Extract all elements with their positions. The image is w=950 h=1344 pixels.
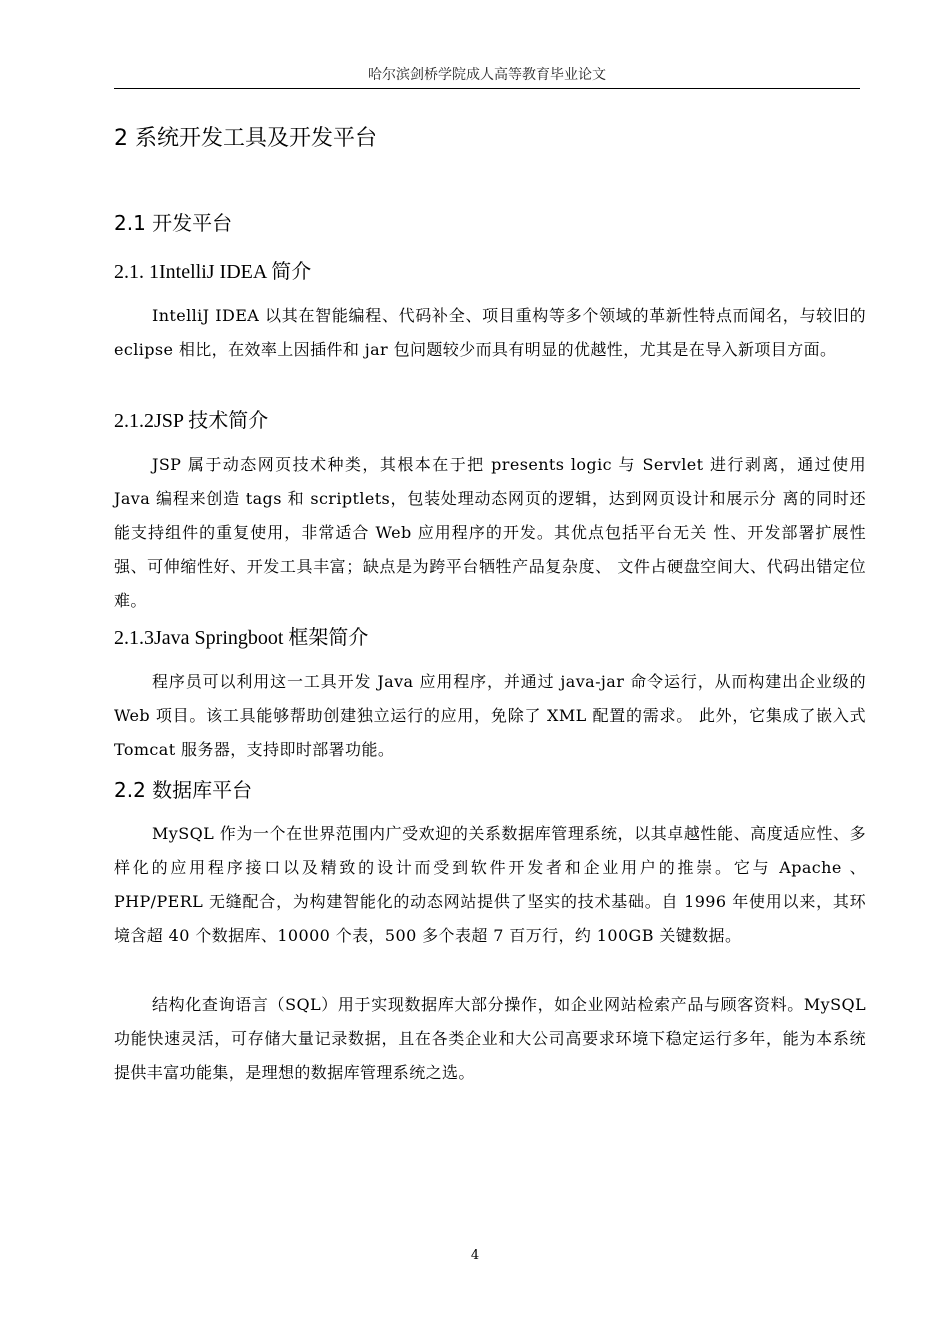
paragraph-mysql-2: 结构化查询语言（SQL）用于实现数据库大部分操作，如企业网站检索产品与顾客资料。MySQL 功能快速灵活，可存储大量记录数据，且在各类企业和大公司高要求环境下稳定运行多年，能为本系统提供丰富功能集，是理想的数据库管理系统之选。 (114, 995, 866, 1082)
chapter-title: 2 系统开发工具及开发平台 (114, 126, 377, 151)
section-heading-2-2: 2.2 数据库平台 (114, 778, 253, 802)
section-heading-2-1: 2.1 开发平台 (114, 211, 233, 235)
section-heading-2-1-1: 2.1. 1IntelliJ IDEA 简介 (114, 261, 312, 283)
paragraph-springboot: 程序员可以利用这一工具开发 Java 应用程序，并通过 java-jar 命令运行，从而构建出企业级的 Web 项目。该工具能够帮助创建独立运行的应用，免除了 XML 配置的需求。 此外，它集成了嵌入式 Tomcat 服务器，支持即时部署功能。 (114, 672, 866, 759)
paragraph-intellij: IntelliJ IDEA 以其在智能编程、代码补全、项目重构等多个领域的革新性特点而闻名，与较旧的 eclipse 相比，在效率上因插件和 jar 包问题较少而具有明显的优越性，尤其是在导入新项目方面。 (114, 306, 866, 359)
paragraph-mysql-1: MySQL 作为一个在世界范围内广受欢迎的关系数据库管理系统，以其卓越性能、高度适应性、多样化的应用程序接口以及精致的设计而受到软件开发者和企业用户的推崇。它与 Apache 、PHP/PERL 无缝配合，为构建智能化的动态网站提供了坚实的技术基础。自 1996 年使用以来，其环境含超 40 个数据库、10000 个表，500 多个表超 7 百万行，约 100GB 关键数据。 (114, 824, 866, 945)
section-heading-2-1-2: 2.1.2JSP 技术简介 (114, 410, 269, 432)
paragraph-jsp: JSP 属于动态网页技术种类，其根本在于把 presents logic 与 Servlet 进行剥离，通过使用 Java 编程来创造 tags 和 scriptlets，包装处理动态网页的逻辑，达到网页设计和展示分 离的同时还能支持组件的重复使用，非常适合 Web 应用程序的开发。其优点包括平台无关 性、开发部署扩展性强、可伸缩性好、开发工具丰富；缺点是为跨平台牺牲产品复杂度、 文件占硬盘空间大、代码出错定位难。 (114, 455, 866, 610)
header-divider (114, 88, 860, 89)
section-heading-2-1-3: 2.1.3Java Springboot 框架简介 (114, 627, 369, 649)
page-number: 4 (470, 1248, 480, 1263)
page-header: 哈尔滨剑桥学院成人高等教育毕业论文 (368, 67, 606, 83)
